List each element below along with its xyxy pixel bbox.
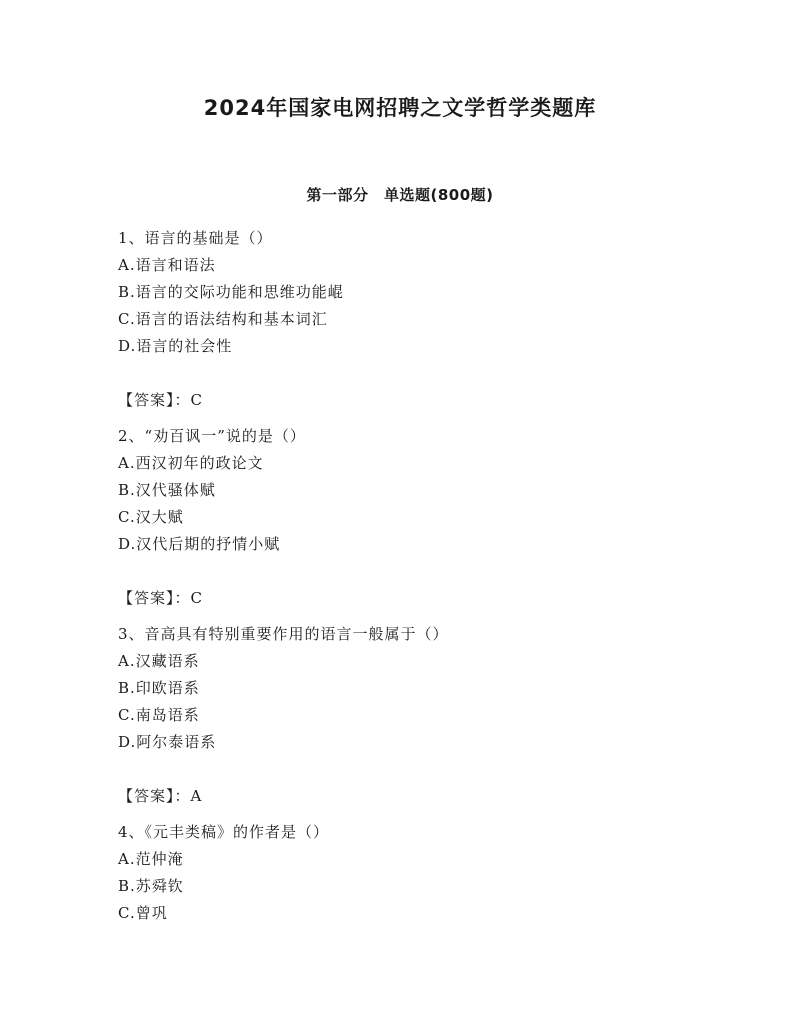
answer-value: A bbox=[190, 787, 203, 805]
answer-line bbox=[118, 783, 718, 810]
question-3 bbox=[118, 621, 718, 810]
option-c: C.汉大赋 bbox=[118, 508, 184, 526]
option-a: A.西汉初年的政论文 bbox=[118, 454, 264, 472]
question-stem: 1、语言的基础是（） bbox=[118, 229, 273, 247]
section-title: 第一部分 单选题(800题) bbox=[306, 186, 494, 204]
answer-prefix: 【答案】： bbox=[118, 391, 191, 409]
option-a: A.范仲淹 bbox=[118, 850, 184, 868]
option-a: A.汉藏语系 bbox=[118, 652, 200, 670]
question-stem: 3、音高具有特别重要作用的语言一般属于（） bbox=[118, 625, 449, 643]
answer-line bbox=[118, 387, 718, 414]
question-1 bbox=[118, 225, 718, 414]
option-c: C.语言的语法结构和基本词汇 bbox=[118, 310, 328, 328]
answer-line bbox=[118, 585, 718, 612]
question-list bbox=[118, 225, 718, 927]
question-4 bbox=[118, 819, 718, 927]
answer-prefix: 【答案】： bbox=[118, 589, 191, 607]
option-d: D.汉代后期的抒情小赋 bbox=[118, 535, 281, 553]
option-c: C.曾巩 bbox=[118, 904, 168, 922]
option-b: B.苏舜钦 bbox=[118, 877, 184, 895]
question-2 bbox=[118, 423, 718, 612]
answer-prefix: 【答案】： bbox=[118, 787, 191, 805]
option-b: B.印欧语系 bbox=[118, 679, 200, 697]
answer-value: C bbox=[190, 589, 203, 607]
option-d: D.语言的社会性 bbox=[118, 337, 233, 355]
option-c: C.南岛语系 bbox=[118, 706, 200, 724]
option-b: B.汉代骚体赋 bbox=[118, 481, 216, 499]
document-title: 2024年国家电网招聘之文学哲学类题库 bbox=[203, 96, 597, 120]
option-d: D.阿尔泰语系 bbox=[118, 733, 217, 751]
answer-value: C bbox=[190, 391, 203, 409]
question-stem: 2、“劝百讽一”说的是（） bbox=[118, 427, 306, 445]
option-a: A.语言和语法 bbox=[118, 256, 216, 274]
question-stem: 4、《元丰类稿》的作者是（） bbox=[118, 823, 330, 841]
option-b: B.语言的交际功能和思维功能崐 bbox=[118, 283, 344, 301]
